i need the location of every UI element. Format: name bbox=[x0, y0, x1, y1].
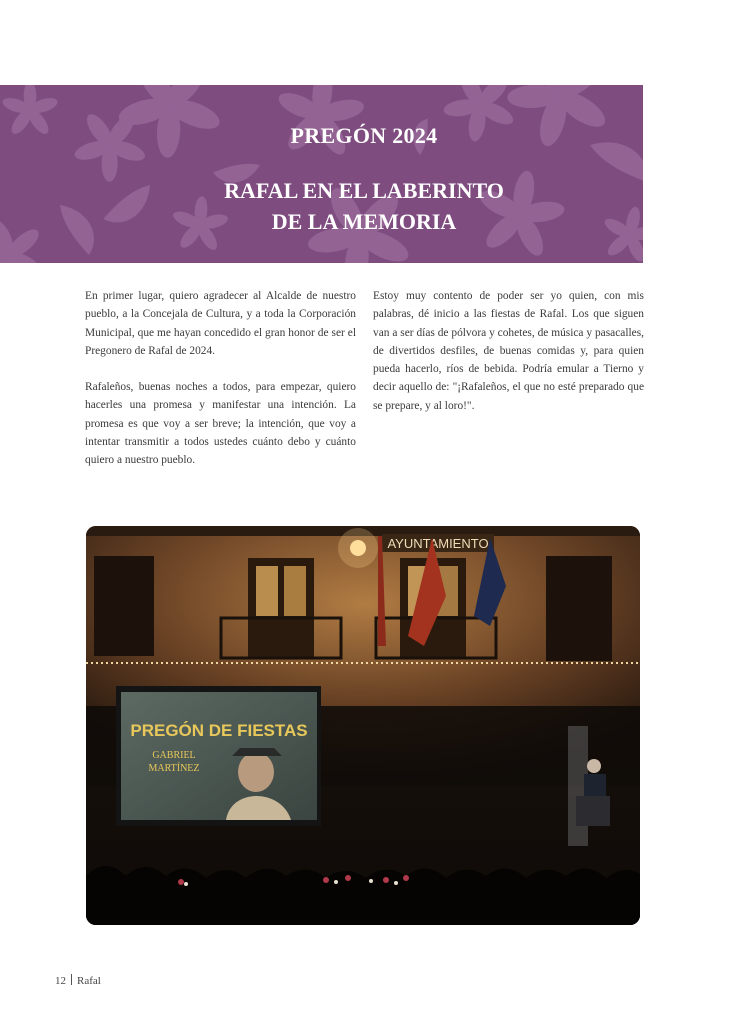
article-column-left bbox=[85, 287, 356, 488]
article-column-right bbox=[373, 287, 644, 433]
photo-illustration bbox=[86, 526, 640, 925]
screen-name-line1: GABRIEL bbox=[152, 750, 196, 761]
paragraph: Rafaleños, buenas noches a todos, para empezar, quiero hacerles una promesa y manifestar una intención. La promesa es que voy a ser breve; la intención, que voy a intentar transmitir a todos ustedes cuánto debo y cuánto quiero a nuestro pueblo. bbox=[85, 381, 356, 467]
header-banner bbox=[0, 85, 643, 263]
section-title: PREGÓN 2024 bbox=[290, 123, 438, 148]
footer-divider bbox=[71, 974, 72, 985]
publication-name: Rafal bbox=[77, 975, 101, 987]
paragraph: En primer lugar, quiero agradecer al Alcalde de nuestro pueblo, a la Concejala de Cultura, y a toda la Corporación Municipal, que me hayan concedido el gran honor de ser el Pregonero de Rafal de 2024. bbox=[85, 290, 356, 357]
article-title-line1: RAFAL EN EL LABERINTO bbox=[224, 178, 504, 203]
screen-title: PREGÓN DE FIESTAS bbox=[130, 721, 308, 740]
screen-name-line2: MARTÍNEZ bbox=[148, 763, 200, 774]
page-number: 12 bbox=[55, 975, 66, 987]
event-photo bbox=[86, 526, 640, 925]
article-title bbox=[84, 175, 643, 237]
article-title-line2: DE LA MEMORIA bbox=[271, 209, 457, 234]
building-sign: AYUNTAMIENTO bbox=[387, 536, 489, 551]
paragraph: Estoy muy contento de poder ser yo quien, con mis palabras, dé inicio a las fiestas de Rafal. Los que siguen van a ser días de pólvora y cohetes, de música y pasacalles, de divertidos desfiles, de buenas comidas y, para quien pueda hacerlo, ríos de bebida. Podría emular a Tierno y decir aquello de: "¡Rafaleños, el que no esté preparado que se prepare, y al loro!". bbox=[373, 290, 644, 412]
page-footer bbox=[55, 974, 101, 987]
